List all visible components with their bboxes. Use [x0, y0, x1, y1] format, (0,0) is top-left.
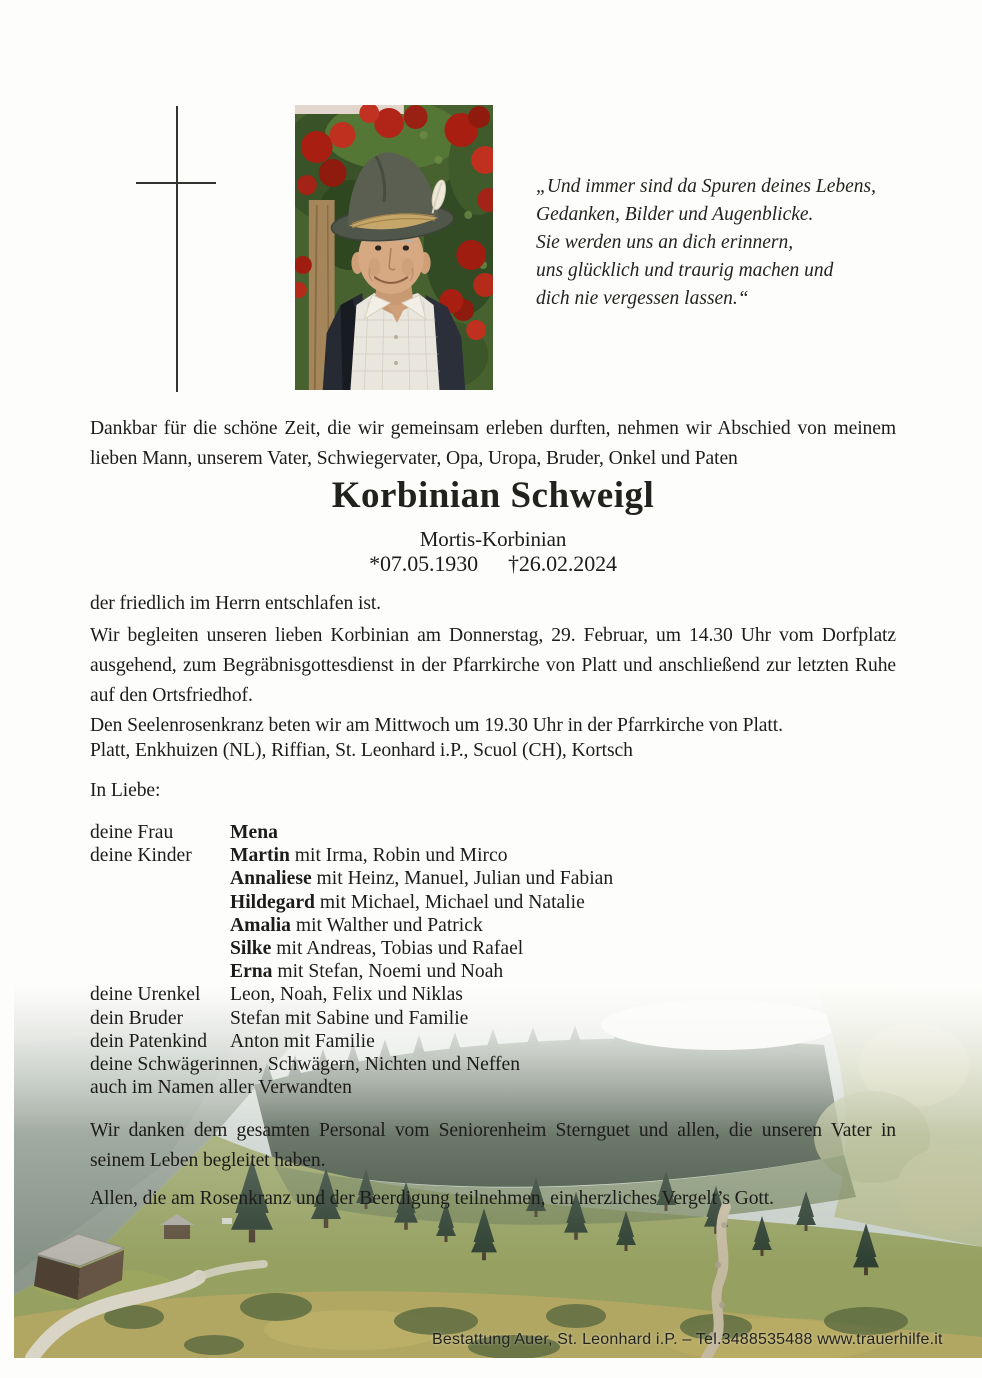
farewell-line: Allen, die am Rosenkranz und der Beerdigung teilnehmen, ein herzliches Vergelt’s Gott. — [90, 1188, 774, 1209]
memorial-quote — [536, 173, 956, 313]
family-role-label: deine Frau — [90, 822, 174, 843]
family-full-line: auch im Namen aller Verwandten — [90, 1077, 352, 1099]
quote-line: dich nie vergessen lassen.“ — [536, 288, 749, 309]
family-role-label: dein Bruder — [90, 1007, 184, 1029]
quote-line: Sie werden uns an dich erinnern, — [536, 232, 794, 253]
intro-line: lieben Mann, unserem Vater, Schwiegervater, Opa, Uropa, Bruder, Onkel und Paten — [90, 448, 738, 469]
family-member-names: Silke mit Andreas, Tobias und Rafael — [230, 938, 524, 960]
thanks-line: seinem Leben begleitet haben. — [90, 1150, 326, 1171]
intro-line: Dankbar für die schöne Zeit, die wir gemeinsam erleben durften, nehmen wir Abschied von meinem — [90, 418, 896, 439]
family-member-names: Mena — [230, 822, 278, 843]
quote-line: Gedanken, Bilder und Augenblicke. — [536, 204, 814, 225]
family-member-names: Annaliese mit Heinz, Manuel, Julian und Fabian — [230, 868, 614, 890]
family-role-label — [90, 937, 230, 960]
funeral-line: Wir begleiten unseren lieben Korbinian am Donnerstag, 29. Februar, um 14.30 Uhr vom Dorfplatz — [90, 625, 896, 646]
family-role-label — [90, 867, 230, 890]
family-role-label — [90, 891, 230, 914]
quote-line: „Und immer sind da Spuren deines Lebens, — [536, 176, 876, 197]
family-full-line: deine Schwägerinnen, Schwägern, Nichten und Neffen — [90, 1054, 521, 1076]
portrait-photo — [295, 105, 493, 390]
family-member-names: Erna mit Stefan, Noemi und Noah — [230, 961, 504, 983]
family-row — [90, 937, 900, 960]
thanks-line: Wir danken dem gesamten Personal vom Seniorenheim Sternguet und allen, die unseren Vater in — [90, 1120, 896, 1141]
deceased-nickname: Mortis-Korbinian — [419, 527, 567, 551]
family-role-label: deine Urenkel — [90, 984, 201, 1006]
portrait-graphic — [295, 105, 493, 390]
family-row — [90, 867, 900, 890]
family-row — [90, 914, 900, 937]
cross-horizontal-bar — [136, 182, 216, 184]
cross-vertical-bar — [176, 106, 178, 392]
page-title: Korbinian Schweigl — [331, 475, 655, 516]
family-member-names: Anton mit Familie — [230, 1030, 375, 1052]
funeral-home-footer: Bestattung Auer, St. Leonhard i.P. – Tel.3488535488 www.trauerhilfe.it — [432, 1331, 943, 1348]
birth-date: *07.05.1930 — [369, 551, 478, 576]
family-member-names: Amalia mit Walther und Patrick — [230, 914, 483, 936]
family-row — [90, 960, 900, 983]
alpine-landscape-image — [14, 985, 982, 1358]
deceased-name-block — [90, 474, 896, 518]
family-role-label — [90, 914, 230, 937]
entschlafen-line: der friedlich im Herrn entschlafen ist. — [90, 593, 381, 614]
tyrolean-hat — [325, 147, 455, 245]
funeral-line: ausgehend, zum Begräbnisgottesdienst in der Pfarrkirche von Platt und anschließend zur letzten Ruhe — [90, 655, 896, 676]
family-role-label — [90, 960, 230, 983]
in-love-label: In Liebe: — [90, 780, 161, 801]
family-role-label: deine Kinder — [90, 845, 192, 867]
rose-blossoms — [295, 105, 493, 340]
death-date: †26.02.2024 — [508, 551, 617, 576]
family-role-label: dein Patenkind — [90, 1030, 207, 1052]
funeral-line: Den Seelenrosenkranz beten wir am Mittwoch um 19.30 Uhr in der Pfarrkirche von Platt. — [90, 715, 783, 736]
quote-line: uns glücklich und traurig machen und — [536, 260, 834, 281]
family-member-names: Martin mit Irma, Robin und Mirco — [230, 845, 508, 867]
family-member-names: Leon, Noah, Felix und Niklas — [230, 984, 463, 1006]
funeral-info — [90, 621, 896, 741]
family-row — [90, 844, 900, 867]
family-row — [90, 821, 900, 844]
family-member-names: Hildegard mit Michael, Michael und Natalie — [230, 891, 585, 913]
family-member-names: Stefan mit Sabine und Familie — [230, 1007, 469, 1029]
life-dates — [90, 551, 896, 577]
family-row — [90, 891, 900, 914]
intro-paragraph — [90, 414, 896, 474]
places-line: Platt, Enkhuizen (NL), Riffian, St. Leonhard i.P., Scuol (CH), Kortsch — [90, 740, 633, 761]
funeral-line: auf den Ortsfriedhof. — [90, 685, 253, 706]
landscape-graphic — [14, 985, 982, 1358]
